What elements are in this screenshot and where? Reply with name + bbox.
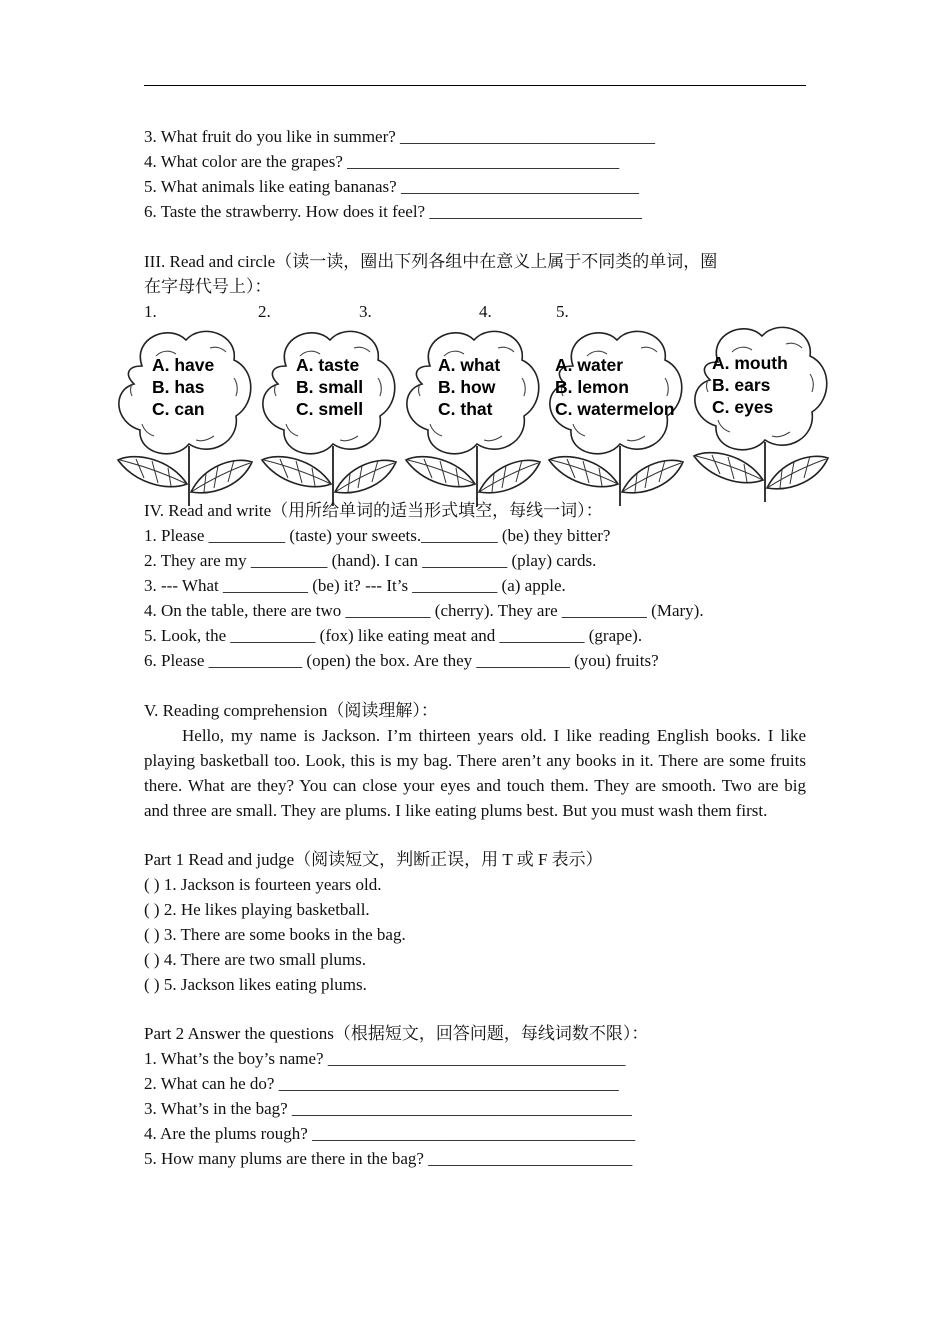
- q3-number-5: 5.: [556, 302, 569, 321]
- part2-item-3: 3. What’s in the bag? ________________________________________: [144, 1099, 632, 1118]
- reading-passage: Hello, my name is Jackson. I’m thirteen years old. I like reading English books. I like playing basketball too. Look, this is my bag. There aren’t any books in it. There are some fruits there. What are they? You can close your eyes and touch them. They are smooth. Two are big and three are small. They are plums. I like eating plums best. But you must wash them first.: [144, 726, 806, 820]
- q2-line-6: 6. Taste the strawberry. How does it feel? _________________________: [144, 202, 642, 221]
- part1-item-5: ( ) 5. Jackson likes eating plums.: [144, 975, 367, 994]
- flower-group-3: [402, 318, 542, 508]
- q2-line-4: 4. What color are the grapes? ________________________________: [144, 152, 620, 171]
- flower-group-2: [258, 318, 398, 508]
- q3-number-3: 3.: [359, 302, 372, 321]
- flower-5-option-b[interactable]: B. ears: [712, 375, 771, 395]
- q4-line-4: 4. On the table, there are two __________ (cherry). They are __________ (Mary).: [144, 601, 704, 620]
- flower-5-option-c[interactable]: C. eyes: [712, 397, 774, 417]
- flower-3-option-c[interactable]: C. that: [438, 399, 493, 419]
- q4-line-1: 1. Please _________ (taste) your sweets._________ (be) they bitter?: [144, 526, 611, 545]
- q3-title-line1: III. Read and circle（读一读，圈出下列各组中在意义上属于不同类的单词，圈: [144, 252, 718, 271]
- flower-4-option-a[interactable]: A. water: [555, 355, 624, 375]
- part1-item-4: ( ) 4. There are two small plums.: [144, 950, 367, 969]
- q3-title-line2: 在字母代号上）：: [144, 277, 272, 296]
- part1-title: Part 1 Read and judge（阅读短文，判断正误，用 T 或 F 表示）: [144, 850, 603, 869]
- q5-title: V. Reading comprehension（阅读理解）：: [144, 701, 438, 720]
- flower-group-5: [690, 314, 830, 504]
- part2-item-4: 4. Are the plums rough? ______________________________________: [144, 1124, 636, 1143]
- part2-item-1: 1. What’s the boy’s name? ___________________________________: [144, 1049, 626, 1068]
- flower-group-4: [545, 318, 685, 508]
- part2-title: Part 2 Answer the questions（根据短文，回答问题，每线词数不限）：: [144, 1024, 649, 1043]
- q4-line-6: 6. Please ___________ (open) the box. Are they ___________ (you) fruits?: [144, 651, 659, 670]
- flower-1-option-b[interactable]: B. has: [152, 377, 205, 397]
- flower-3-option-a[interactable]: A. what: [438, 355, 501, 375]
- q4-line-5: 5. Look, the __________ (fox) like eating meat and __________ (grape).: [144, 626, 643, 645]
- part2-item-2: 2. What can he do? ________________________________________: [144, 1074, 619, 1093]
- part1-item-3: ( ) 3. There are some books in the bag.: [144, 925, 406, 944]
- flower-2-option-b[interactable]: B. small: [296, 377, 364, 397]
- q4-line-2: 2. They are my _________ (hand). I can __________ (play) cards.: [144, 551, 597, 570]
- flower-3-option-b[interactable]: B. how: [438, 377, 496, 397]
- part2-item-5: 5. How many plums are there in the bag? ________________________: [144, 1149, 633, 1168]
- flower-1-option-c[interactable]: C. can: [152, 399, 205, 419]
- flower-2-option-c[interactable]: C. smell: [296, 399, 364, 419]
- q4-line-3: 3. --- What __________ (be) it? --- It’s __________ (a) apple.: [144, 576, 566, 595]
- q3-number-4: 4.: [479, 302, 492, 321]
- q4-title: IV. Read and write（用所给单词的适当形式填空，每线一词）：: [144, 501, 603, 520]
- flower-group-1: [114, 318, 254, 508]
- flower-5-option-a[interactable]: A. mouth: [712, 353, 788, 373]
- q3-number-1: 1.: [144, 302, 157, 321]
- header-rule: [144, 85, 806, 86]
- q3-number-2: 2.: [258, 302, 271, 321]
- part1-item-2: ( ) 2. He likes playing basketball.: [144, 900, 370, 919]
- q2-line-5: 5. What animals like eating bananas? ____________________________: [144, 177, 639, 196]
- flower-2-option-a[interactable]: A. taste: [296, 355, 360, 375]
- q2-line-3: 3. What fruit do you like in summer? ______________________________: [144, 127, 656, 146]
- part1-item-1: ( ) 1. Jackson is fourteen years old.: [144, 875, 382, 894]
- flower-4-option-c[interactable]: C. watermelon: [555, 399, 675, 419]
- flower-4-option-b[interactable]: B. lemon: [555, 377, 629, 397]
- flower-1-option-a[interactable]: A. have: [152, 355, 215, 375]
